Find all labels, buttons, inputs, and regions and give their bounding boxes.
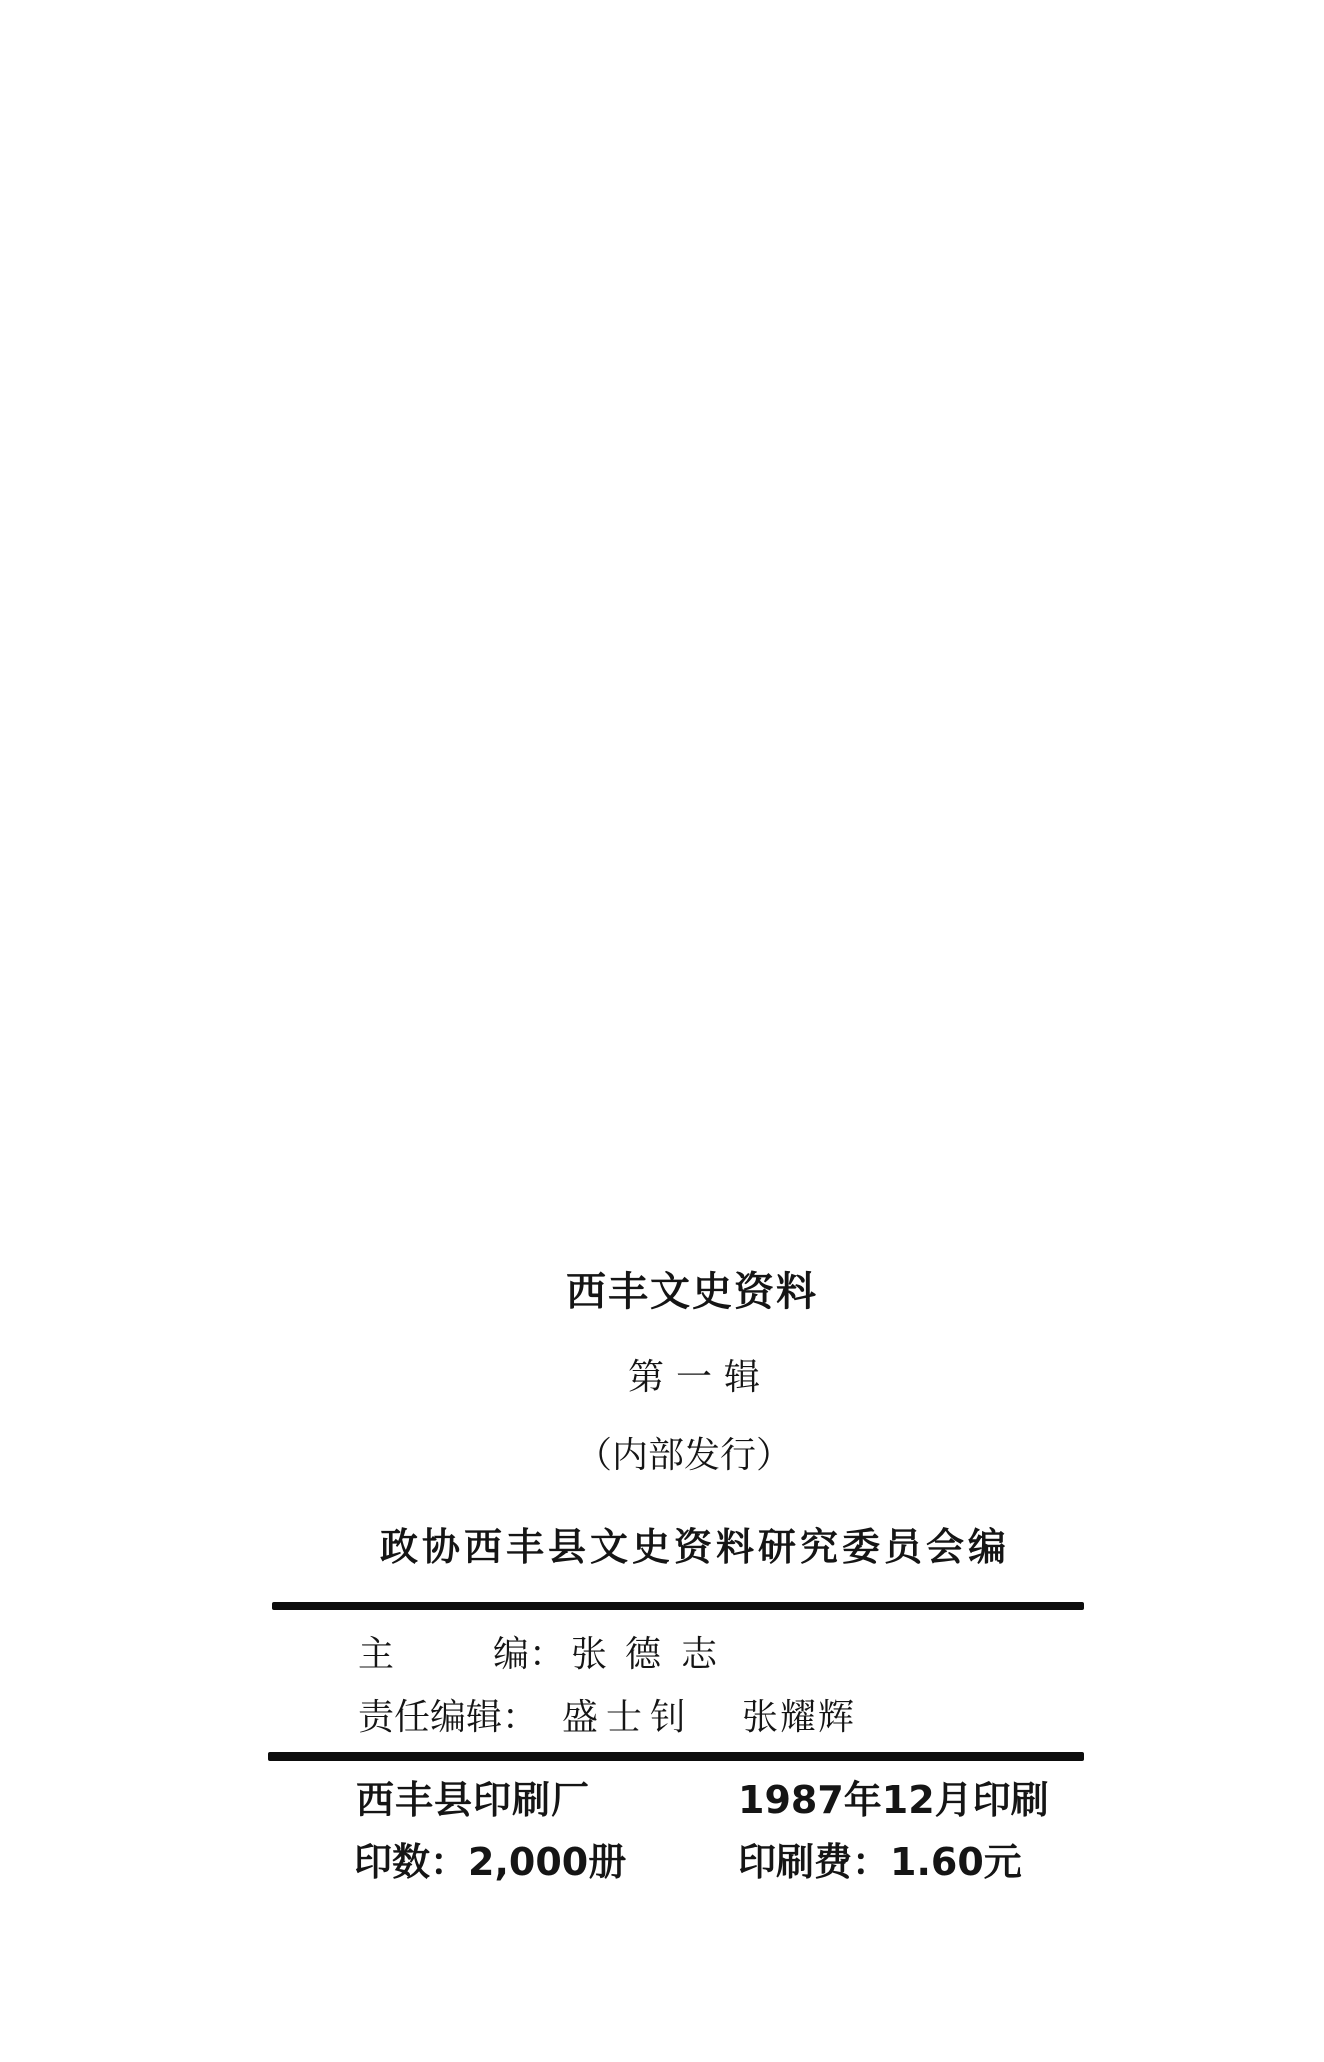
divider-rule-top bbox=[272, 1602, 1084, 1610]
chief-editor-name-char: 德 bbox=[625, 1634, 662, 1674]
print-fee-value: 1.60元 bbox=[890, 1840, 1022, 1884]
managing-editor-label: 责任编辑： bbox=[358, 1697, 539, 1737]
chief-editor-name-char: 张 bbox=[571, 1634, 608, 1674]
book-title: 西丰文史资料 bbox=[566, 1269, 818, 1315]
compiler-line: 政协西丰县文史资料研究委员会编 bbox=[380, 1527, 1011, 1569]
chief-editor-label-suffix: 编： bbox=[493, 1634, 566, 1674]
print-date: 1987年12月印刷 bbox=[738, 1778, 1049, 1822]
print-run bbox=[354, 1842, 626, 1884]
divider-rule-bottom bbox=[268, 1752, 1084, 1761]
print-fee-label: 印刷费： bbox=[738, 1840, 891, 1884]
print-run-label: 印数： bbox=[354, 1840, 469, 1884]
print-fee bbox=[738, 1842, 1022, 1884]
chief-editor-row bbox=[358, 1634, 717, 1675]
volume-label: 第一辑 bbox=[628, 1357, 773, 1397]
managing-editor-name: 张耀辉 bbox=[742, 1697, 857, 1737]
print-run-value: 2,000册 bbox=[468, 1840, 627, 1884]
printer-name: 西丰县印刷厂 bbox=[356, 1778, 591, 1822]
chief-editor-label: 主 bbox=[358, 1634, 395, 1674]
managing-editor-name: 盛士钊 bbox=[562, 1697, 695, 1737]
chief-editor-name-char: 志 bbox=[681, 1634, 718, 1674]
internal-distribution-note: （内部发行） bbox=[576, 1435, 793, 1475]
managing-editor-row bbox=[358, 1697, 856, 1738]
